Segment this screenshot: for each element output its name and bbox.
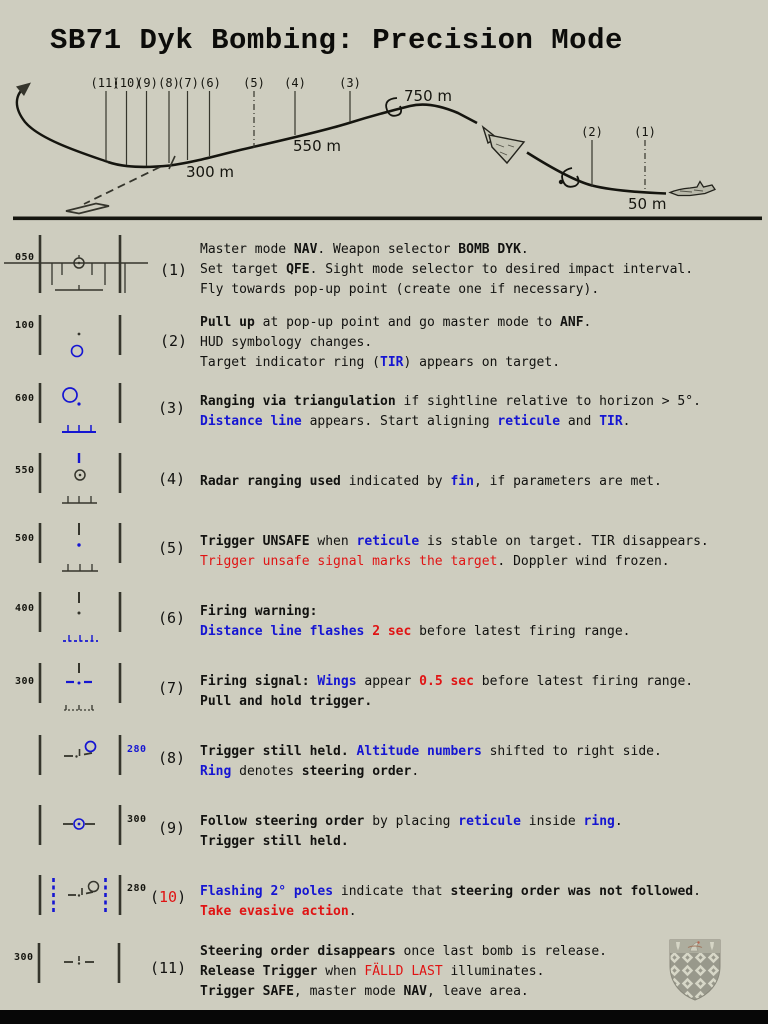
hud-altitude: 600 [15, 393, 35, 404]
step-text-line: Master mode NAV. Weapon selector BOMB DYK. [200, 242, 529, 257]
step-text-line: Trigger still held. Altitude numbers shifted to right side. [200, 744, 662, 759]
flight-path-left [108, 105, 477, 167]
page-title: SB71 Dyk Bombing: Precision Mode [50, 24, 623, 57]
roll-symbol-top [386, 98, 401, 116]
step-text [200, 472, 662, 492]
step-text [200, 240, 693, 300]
step-text [200, 882, 701, 922]
step-text [200, 942, 607, 1002]
roll-symbol-dot [559, 180, 563, 184]
step-text-line: Pull up at pop-up point and go master mode to ANF. [200, 315, 592, 330]
hud-sketch-1 [0, 233, 150, 297]
step-text-line: Flashing 2° poles indicate that steering order was not followed. [200, 884, 701, 899]
step-number: (9) [158, 819, 186, 837]
step-number: (7) [158, 679, 186, 697]
hud-altitude: 550 [15, 465, 35, 476]
altitude-750: 750 m [404, 87, 453, 105]
step-text [200, 392, 701, 432]
altitude-550: 550 m [293, 137, 342, 155]
hud-sketch-7 [0, 663, 150, 719]
step-text-line: Distance line flashes 2 sec before latest firing range. [200, 624, 631, 639]
hud-altitude: 300 [14, 952, 34, 963]
hud-altitude: 280 [127, 883, 147, 894]
altitude-300: 300 m [186, 163, 235, 181]
target-runway [66, 204, 109, 214]
marker-label: (1) [634, 125, 656, 139]
marker-label: (4) [284, 76, 306, 90]
marker-label: (9) [136, 76, 158, 90]
step-text-line: Follow steering order by placing reticule inside ring. [200, 814, 623, 829]
marker-label: (2) [581, 125, 603, 139]
hud-sketch-3 [0, 383, 150, 439]
escape-turn-arc [17, 86, 108, 162]
hud-altitude: 300 [127, 814, 147, 825]
marker-label: (3) [339, 76, 361, 90]
step-text-line: Set target QFE. Sight mode selector to desired impact interval. [200, 262, 694, 277]
hud-sketch-8 [0, 735, 150, 783]
bomb-trajectory-dashed [84, 167, 160, 204]
hud-sketch-5 [0, 523, 150, 579]
release-tick [169, 156, 175, 169]
step-text-line: Firing signal: Wings appear 0.5 sec before latest firing range. [200, 674, 694, 689]
step-text-line: Trigger unsafe signal marks the target. Doppler wind frozen. [200, 554, 670, 569]
step-text [200, 532, 709, 572]
step-text-line: Radar ranging used indicated by fin, if parameters are met. [200, 474, 662, 489]
marker-label: (7) [177, 76, 199, 90]
marker-label: (6) [199, 76, 221, 90]
step-text [200, 672, 693, 712]
step-number: (11) [150, 959, 187, 977]
step-text-line: Ring denotes steering order. [200, 764, 420, 779]
marker-label: (8) [158, 76, 180, 90]
hud-sketch-9 [0, 805, 150, 853]
step-text-line: Pull and hold trigger. [200, 694, 373, 709]
step-text-line: Fly towards pop-up point (create one if necessary). [200, 282, 600, 297]
hud-altitude: 400 [15, 603, 35, 614]
step-text [200, 313, 591, 373]
step-text [200, 742, 662, 782]
step-text-line: Take evasive action. [200, 904, 357, 919]
approach-aircraft [670, 182, 715, 196]
step-text-line: Trigger SAFE, master mode NAV, leave area. [200, 984, 529, 999]
step-text-line: Target indicator ring (TIR) appears on target. [200, 355, 561, 370]
step-number: (1) [160, 261, 188, 279]
hud-sketch-6 [0, 592, 150, 648]
altitude-50: 50 m [628, 195, 667, 213]
flight-profile-diagram [0, 59, 768, 225]
hud-altitude: 100 [15, 320, 35, 331]
ground-line [13, 217, 762, 221]
step-text-line: HUD symbology changes. [200, 335, 373, 350]
step-text [200, 602, 631, 642]
step-number: (10) [150, 888, 187, 906]
step-text [200, 812, 623, 852]
marker-label: (10) [112, 76, 142, 90]
step-number: (3) [158, 399, 186, 417]
step-number: (4) [158, 470, 186, 488]
step-text-line: Trigger still held. [200, 834, 349, 849]
hud-altitude: 280 [127, 744, 147, 755]
hud-sketch-11 [0, 943, 150, 991]
hud-sketch-4 [0, 453, 150, 509]
step-number: (6) [158, 609, 186, 627]
step-number: (5) [158, 539, 186, 557]
step-text-line: Ranging via triangulation if sightline relative to horizon > 5°. [200, 394, 701, 409]
step-text-line: Release Trigger when FÄLLD LAST illuminates. [200, 964, 545, 979]
step-number: (8) [158, 749, 186, 767]
step-text-line: Distance line appears. Start aligning reticule and TIR. [200, 414, 631, 429]
marker-label: (5) [243, 76, 265, 90]
unit-crest [668, 938, 722, 1002]
step-text-line: Steering order disappears once last bomb is release. [200, 944, 607, 959]
step-text-line: Trigger UNSAFE when reticule is stable on target. TIR disappears. [200, 534, 709, 549]
hud-altitude: 500 [15, 533, 35, 544]
climbing-aircraft [483, 127, 524, 163]
step-text-line: Firing warning: [200, 604, 318, 619]
hud-altitude: 050 [15, 252, 35, 263]
hud-altitude: 300 [15, 676, 35, 687]
bottom-bar [0, 1010, 768, 1024]
step-number: (2) [160, 332, 188, 350]
marker-label: (11) [90, 76, 120, 90]
